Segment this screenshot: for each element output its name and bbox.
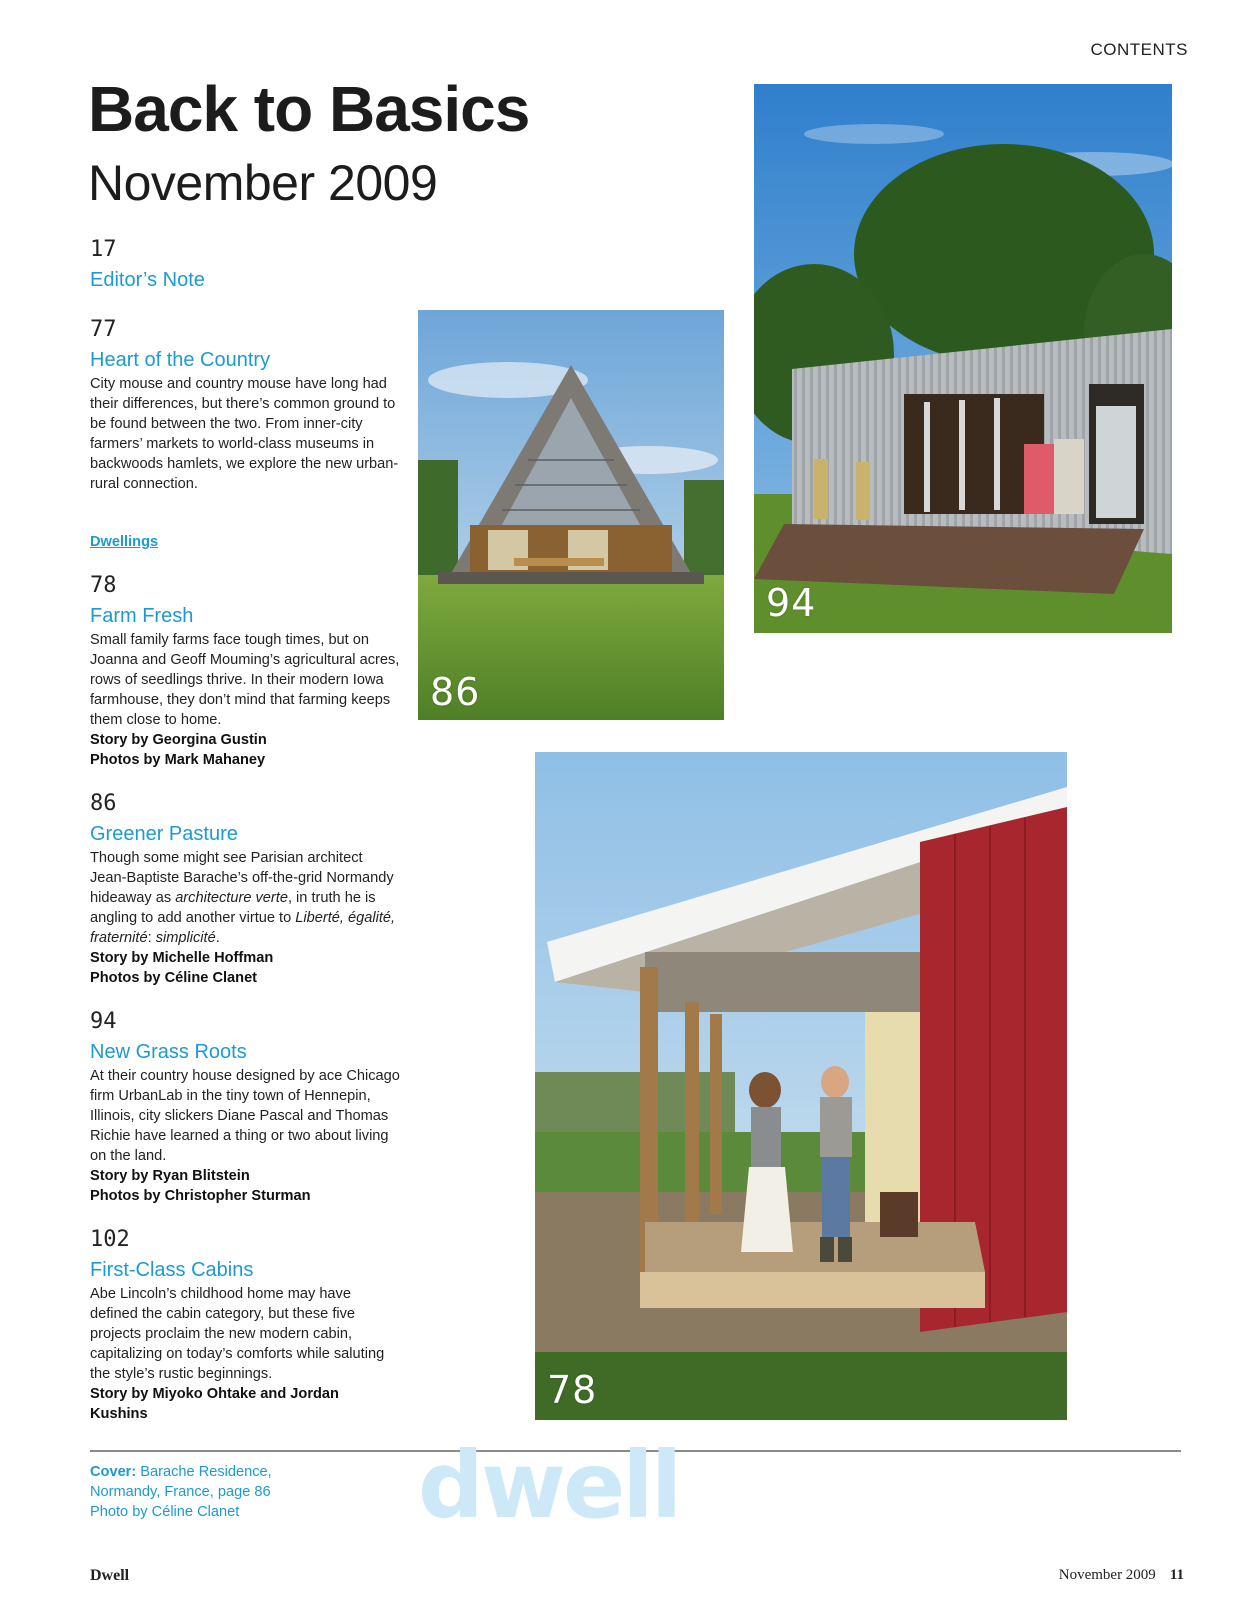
toc-entry-farm-fresh: [90, 572, 400, 770]
toc-entry-first-class-cabins: [90, 1226, 400, 1424]
entry-page-number: 78: [90, 573, 117, 598]
photo-credit: Photos by Céline Clanet: [90, 970, 258, 986]
toc-entry-editors-note: [90, 236, 400, 294]
entry-page-number: 77: [90, 317, 117, 342]
cover-label: Cover:: [90, 1464, 137, 1480]
entry-page-number: 94: [90, 1009, 117, 1034]
entry-description: Though some might see Parisian architect Jean-Baptiste Barache’s off-the-grid Normandy hideaway as architecture verte, in truth he is angling to add another virtue to Liberté, égalité, fraternité: simplicité.: [90, 850, 396, 946]
entry-page-number: 86: [90, 791, 117, 816]
photo-metal-house[interactable]: [754, 84, 1172, 633]
entry-title-link[interactable]: Farm Fresh: [90, 605, 194, 627]
footer-page-number: 11: [1169, 1567, 1184, 1583]
red-farmhouse-illustration: [535, 752, 1067, 1420]
photo-credit: Photos by Christopher Sturman: [90, 1188, 311, 1204]
entry-page-number: 17: [90, 237, 117, 262]
issue-title: Back to Basics: [88, 73, 530, 145]
entry-title-link[interactable]: Editor’s Note: [90, 269, 205, 291]
section-label: CONTENTS: [1090, 40, 1188, 59]
entry-title-link[interactable]: Greener Pasture: [90, 823, 238, 845]
entry-title-link[interactable]: New Grass Roots: [90, 1041, 247, 1063]
toc-entry-new-grass-roots: [90, 1008, 400, 1206]
story-credit: Story by Miyoko Ohtake and Jordan Kushins: [90, 1386, 339, 1422]
photo-page-number: 94: [766, 581, 817, 625]
cover-text-1: Barache Residence,: [140, 1464, 272, 1480]
entry-title-link[interactable]: Heart of the Country: [90, 349, 271, 371]
story-credit: Story by Ryan Blitstein: [90, 1168, 250, 1184]
photo-red-farmhouse[interactable]: [535, 752, 1067, 1420]
toc-entry-heart-of-the-country: [90, 316, 400, 494]
entry-description: At their country house designed by ace Chicago firm UrbanLab in the tiny town of Hennepin, Illinois, city slickers Diane Pascal and Thomas Richie have learned a thing or two about living on the land.: [90, 1068, 400, 1164]
footer-issue-info: [1059, 1567, 1184, 1584]
entry-description: Abe Lincoln’s childhood home may have defined the cabin category, but these five projects proclaim the new modern cabin, capitalizing on today’s comforts while saluting the style’s rustic beginnings.: [90, 1286, 385, 1382]
footer-date: November 2009: [1058, 1567, 1156, 1583]
cover-caption: [90, 1462, 350, 1522]
cover-text-3: Photo by Céline Clanet: [90, 1504, 240, 1520]
issue-date: November 2009: [88, 155, 438, 211]
a-frame-house-illustration: [418, 310, 724, 720]
entry-page-number: 102: [90, 1227, 130, 1252]
photo-a-frame-house[interactable]: [418, 310, 724, 720]
photo-page-number: 78: [547, 1368, 598, 1412]
department-dwellings-link[interactable]: Dwellings: [90, 534, 159, 550]
entry-description: Small family farms face tough times, but on Joanna and Geoff Mouming’s agricultural acres, rows of seedlings thrive. In their modern Iowa farmhouse, they don’t mind that farming keeps them close to home.: [90, 632, 400, 728]
photo-page-number: 86: [430, 670, 481, 714]
metal-house-illustration: [754, 84, 1172, 633]
dwell-logo: dwell: [418, 1432, 680, 1539]
footer-magazine-name: Dwell: [90, 1567, 130, 1584]
photo-credit: Photos by Mark Mahaney: [90, 752, 266, 768]
story-credit: Story by Michelle Hoffman: [90, 950, 274, 966]
toc-entry-greener-pasture: [90, 790, 400, 988]
entry-title-link[interactable]: First-Class Cabins: [90, 1259, 254, 1281]
entry-description: City mouse and country mouse have long had their differences, but there’s common ground to be found between the two. From inner-city farmers’ markets to world-class museums in backwoods hamlets, we explore the new urban-rural connection.: [90, 376, 399, 492]
story-credit: Story by Georgina Gustin: [90, 732, 267, 748]
cover-text-2: Normandy, France, page 86: [90, 1484, 271, 1500]
